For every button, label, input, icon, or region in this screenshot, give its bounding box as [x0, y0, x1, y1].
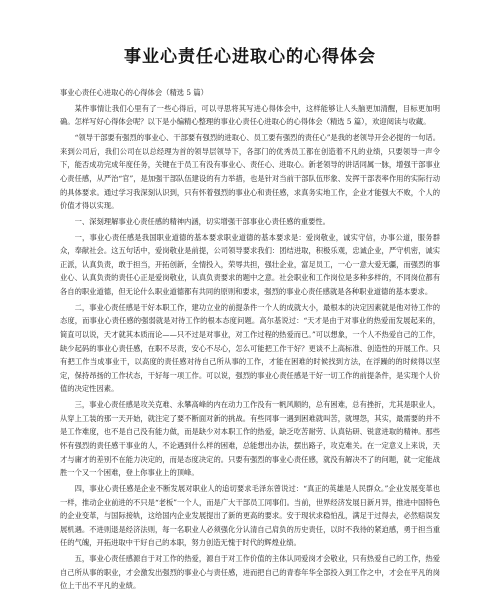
paragraph-point-3: 三，事业心责任感是攻关克难、永攀高峰的内在动力工作没有一帆风顺的，总有困难，总有挫折，尤其是职业人，从穿上工装的那一天开始，就注定了要不断面对新的挑战。有些同事一遇到困难就叫苦，就埋怨，其实，最需要的并不是工作难度，也不是自己没有能力做，而是缺少对本职工作的热爱，缺乏吃苦耐劳、认真钻研、锐意进取的精神。那些怀有强烈的责任感干事业的人，不论遇到什么样的困难，总能想出办法，摆出路子，攻克难关。在一定意义上来说，天才与庸才的差别不在能力决定的，而是态度决定的。只要有强烈的事业心责任感，就没有解决不了的问题，就一定能战胜一个又一个困难，登上你事业上的顶峰。 — [60, 400, 440, 478]
paragraph-point-1: 一，事业心责任感是我国职业道德的基本要求职业道德的基本要求是：爱岗敬业，诚实守信，办事公道，服务群众，奉献社会。这五句话中，爱岗敬业是前提，公司领导要求我们：团结进取，积极乐观，忠诚企业，严守机密，诚实正派，认真负责，敢于担当，开拓创新，全情投入，荣辱共担，强壮企业，富足员工，一心一意大爱无疆，而强烈的事业心、认真负责的责任心正是爱岗敬业，认真负责要求的题中之意。社会职业和工作岗位是多种多样的，不同岗位都有各自的职业道德，但无论什么职业道德都有共同的原则和要求，强烈的事业心责任感就是各种职业道德的基本要求。 — [60, 232, 440, 297]
paragraph-point-2: 二，事业心责任感是干好本职工作，建功立业的前提条件一个人的成就大小，最根本的决定因素就是他对待工作的态度，而事业心责任感的强弱就是对待工作的根本态度问题。高尔基说过：“天才是由于对事业的热爱而发展起来的，简直可以说，天才就其本质而论——只不过是对事业，对工作过程的热爱而已。”可以想象，一个人不热爱自己的工作，缺少起码的事业心责任感，在职不尽责，安心不尽心，怎么可能把工作干好？更谈不上高标准、创造性的开展工作。只有把工作当成事业干，以高度的责任感对待自己所从事的工作，才能在困难的时候找到方法，在浮躁的的时候得以坚定，保持昂扬的工作状态，干好每一项工作。可以说，强烈的事业心责任感是干好一切工作的前提条件，是实现个人价值的决定性因素。 — [60, 302, 440, 394]
document-body — [60, 86, 440, 593]
section-heading-1: 一、深刻理解事业心责任感的精神内涵，切实增强干部事业心责任感的重要性。 — [74, 216, 330, 226]
paragraph-quote: “领导干部要有强烈的事业心、干部要有强烈的进取心、员工要有强烈的责任心”是我的老领导开会必提的一句话。来到公司后，我们公司在以总经理为首的领导层领导下，各部门的优秀员工都在创造着不凡的业绩，只要领导一声令下，能否成功完成年度任务，关键在于员工有没有事业心、责任心、进取心。新老领导的讲话同属一脉，增强干部事业心责任感，从严治“官”，是加强干部队伍建设的有力举措，也是针对当前干部队伍形象、发挥干部表率作用的实际行动的具体要求。通过学习我深刻认识到，只有怀着强烈的事业心和责任感，求真务实地工作，企业才能强大不败，个人的价值才得以实现。 — [60, 133, 440, 211]
paragraph-intro: 某件事情让我们心里有了一些心得后，可以寻思将其写进心得体会中，这样能够让人头脑更加清醒，目标更加明确。怎样写好心得体会呢？以下是小编精心整理的事业心责任心进取心的心得体会（精选 5 篇），欢迎阅读与收藏。 — [60, 103, 440, 127]
document-subtitle: 事业心责任心进取心的心得体会（精选 5 篇） — [60, 88, 208, 97]
paragraph-point-5: 五，事业心责任感源自于对工作的热爱，源自于对工作价值的主体认同爱岗才会敬业，只有热爱自己的工作，热爱自己所从事的职业，才会激发出强烈的事业心与责任感，进而把自己的青春年华全部投入到工作之中，才会在平凡的岗位上干出不平凡的业绩。 — [60, 554, 440, 591]
paragraph-point-4: 四，事业心责任感是企业不断发展对职业人的追切要求毛泽东曾说过：“真正的英雄是人民群众。”企业发展变革也一样，推动企业前进的不只是“老板”一个人，而是广大干部员工同事们。当前，世界经济发展日新月异，推进中国特色的企业变革，与国际接轨，这给国内企业发展提出了新的更高的要求。安于现状求稳怕乱，满足于过得去，必然赔误发展机遇。不进则退是经济法则，每一名职业人必须强化分认清自己肩负的历史责任，以时不我待的紧迫感，勇于担当重任的气魄，开拓进取中干好自己的本职，努力创造无愧于时代的辉煌业绩。 — [60, 483, 440, 548]
document-title: 事业心责任心进取心的心得体会 — [124, 47, 376, 67]
